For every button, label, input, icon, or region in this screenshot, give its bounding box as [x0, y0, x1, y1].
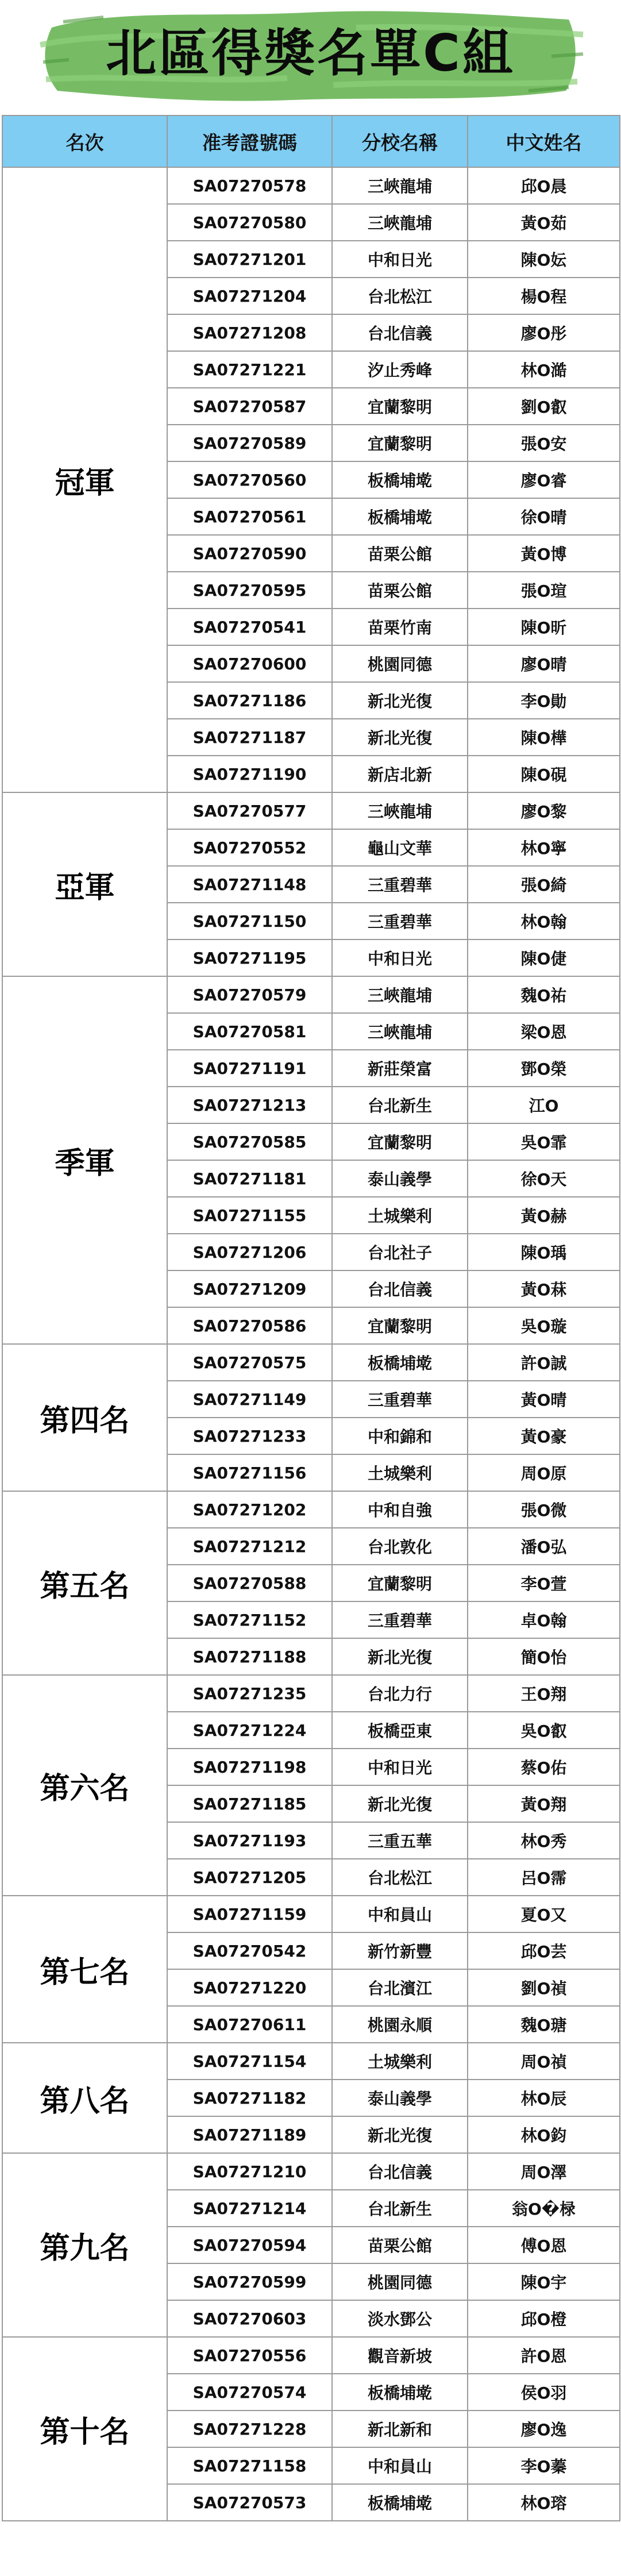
exam-number-cell: SA07271156 [167, 1454, 332, 1491]
student-name-cell: 廖O黎 [468, 792, 620, 829]
school-cell: 苗栗竹南 [332, 609, 468, 645]
student-name-cell: 黃O豪 [468, 1418, 620, 1454]
table-row [2, 2043, 620, 2080]
exam-number-cell: SA07271187 [167, 719, 332, 756]
student-name-cell: 林O鈞 [468, 2116, 620, 2153]
student-name-cell: 劉O禎 [468, 1969, 620, 2006]
school-cell: 板橋埔墘 [332, 2484, 468, 2521]
school-cell: 桃園同德 [332, 2263, 468, 2300]
exam-number-cell: SA07271204 [167, 278, 332, 314]
exam-number-cell: SA07270599 [167, 2263, 332, 2300]
school-cell: 台北信義 [332, 1270, 468, 1307]
student-name-cell: 周O禎 [468, 2043, 620, 2080]
school-cell: 苗栗公館 [332, 2227, 468, 2263]
school-cell: 台北新生 [332, 2190, 468, 2227]
student-name-cell: 林O秀 [468, 1822, 620, 1859]
student-name-cell: 陳O硯 [468, 756, 620, 792]
table-row [2, 1491, 620, 1528]
school-cell: 中和日光 [332, 241, 468, 278]
student-name-cell: 陳O倢 [468, 939, 620, 976]
exam-number-cell: SA07271228 [167, 2411, 332, 2447]
school-cell: 台北信義 [332, 314, 468, 351]
exam-number-cell: SA07271235 [167, 1675, 332, 1712]
exam-number-cell: SA07270552 [167, 829, 332, 866]
school-cell: 板橋亞東 [332, 1712, 468, 1749]
student-name-cell: 徐O天 [468, 1160, 620, 1197]
exam-number-cell: SA07271206 [167, 1234, 332, 1270]
school-cell: 台北信義 [332, 2153, 468, 2190]
student-name-cell: 吳O霏 [468, 1123, 620, 1160]
student-name-cell: 廖O逸 [468, 2411, 620, 2447]
school-cell: 汐止秀峰 [332, 351, 468, 388]
school-cell: 板橋埔墘 [332, 461, 468, 498]
exam-number-cell: SA07271201 [167, 241, 332, 278]
school-cell: 宜蘭黎明 [332, 425, 468, 461]
student-name-cell: 張O瑄 [468, 572, 620, 609]
exam-number-cell: SA07271233 [167, 1418, 332, 1454]
school-cell: 土城樂利 [332, 1454, 468, 1491]
table-row [2, 2153, 620, 2190]
school-cell: 板橋埔墘 [332, 498, 468, 535]
school-cell: 板橋埔墘 [332, 1344, 468, 1381]
exam-number-cell: SA07271148 [167, 866, 332, 903]
exam-number-cell: SA07271191 [167, 1050, 332, 1087]
rank-label: 季軍 [2, 976, 167, 1344]
student-name-cell: 黃O菻 [468, 1270, 620, 1307]
school-cell: 淡水鄧公 [332, 2300, 468, 2337]
table-row [2, 1896, 620, 1932]
school-cell: 三峽龍埔 [332, 167, 468, 204]
exam-number-cell: SA07271209 [167, 1270, 332, 1307]
exam-number-cell: SA07271150 [167, 903, 332, 939]
school-cell: 宜蘭黎明 [332, 1123, 468, 1160]
school-cell: 泰山義學 [332, 2080, 468, 2116]
exam-number-cell: SA07271185 [167, 1785, 332, 1822]
table-row [2, 792, 620, 829]
student-name-cell: 張O微 [468, 1491, 620, 1528]
exam-number-cell: SA07270611 [167, 2006, 332, 2043]
student-name-cell: 李O蓁 [468, 2447, 620, 2484]
exam-number-cell: SA07271213 [167, 1087, 332, 1123]
exam-number-cell: SA07270573 [167, 2484, 332, 2521]
student-name-cell: 林O辰 [468, 2080, 620, 2116]
school-cell: 宜蘭黎明 [332, 1307, 468, 1344]
exam-number-cell: SA07270594 [167, 2227, 332, 2263]
exam-number-cell: SA07271208 [167, 314, 332, 351]
exam-number-cell: SA07271159 [167, 1896, 332, 1932]
student-name-cell: 邱O橙 [468, 2300, 620, 2337]
exam-number-cell: SA07270587 [167, 388, 332, 425]
student-name-cell: 陳O樺 [468, 719, 620, 756]
student-name-cell: 蔡O佑 [468, 1749, 620, 1785]
exam-number-cell: SA07270580 [167, 204, 332, 241]
student-name-cell: 陳O瑀 [468, 1234, 620, 1270]
student-name-cell: 許O恩 [468, 2337, 620, 2374]
student-name-cell: 黃O翔 [468, 1785, 620, 1822]
school-cell: 三峽龍埔 [332, 792, 468, 829]
student-name-cell: 李O萱 [468, 1565, 620, 1601]
student-name-cell: 林O寧 [468, 829, 620, 866]
student-name-cell: 卓O翰 [468, 1601, 620, 1638]
student-name-cell: 夏O又 [468, 1896, 620, 1932]
rank-label: 第七名 [2, 1896, 167, 2043]
rank-label: 第五名 [2, 1491, 167, 1675]
school-cell: 新店北新 [332, 756, 468, 792]
exam-number-cell: SA07270560 [167, 461, 332, 498]
table-header-row [2, 115, 620, 167]
school-cell: 台北力行 [332, 1675, 468, 1712]
exam-number-cell: SA07271202 [167, 1491, 332, 1528]
student-name-cell: 邱O芸 [468, 1932, 620, 1969]
school-cell: 觀音新坡 [332, 2337, 468, 2374]
exam-number-cell: SA07270588 [167, 1565, 332, 1601]
rank-label: 亞軍 [2, 792, 167, 976]
school-cell: 三重碧華 [332, 1601, 468, 1638]
student-name-cell: 陳O妘 [468, 241, 620, 278]
school-cell: 桃園永順 [332, 2006, 468, 2043]
student-name-cell: 黃O博 [468, 535, 620, 572]
student-name-cell: 吳O璇 [468, 1307, 620, 1344]
student-name-cell: 陳O宇 [468, 2263, 620, 2300]
page-title: 北區得獎名單C組 [106, 24, 515, 83]
page-header [0, 0, 621, 115]
exam-number-cell: SA07271182 [167, 2080, 332, 2116]
school-cell: 宜蘭黎明 [332, 1565, 468, 1601]
student-name-cell: 張O綺 [468, 866, 620, 903]
header-school: 分校名稱 [332, 115, 468, 167]
school-cell: 土城樂利 [332, 1197, 468, 1234]
school-cell: 新北光復 [332, 682, 468, 719]
student-name-cell: 黃O茹 [468, 204, 620, 241]
rank-label: 第八名 [2, 2043, 167, 2153]
school-cell: 台北新生 [332, 1087, 468, 1123]
exam-number-cell: SA07271181 [167, 1160, 332, 1197]
student-name-cell: 翁O�椂 [468, 2190, 620, 2227]
student-name-cell: 梁O恩 [468, 1013, 620, 1050]
exam-number-cell: SA07270590 [167, 535, 332, 572]
student-name-cell: 吳O叡 [468, 1712, 620, 1749]
student-name-cell: 魏O瑭 [468, 2006, 620, 2043]
school-cell: 台北松江 [332, 1859, 468, 1896]
school-cell: 三峽龍埔 [332, 976, 468, 1013]
school-cell: 新北光復 [332, 2116, 468, 2153]
school-cell: 三峽龍埔 [332, 204, 468, 241]
school-cell: 苗栗公館 [332, 572, 468, 609]
exam-number-cell: SA07271193 [167, 1822, 332, 1859]
exam-number-cell: SA07270577 [167, 792, 332, 829]
student-name-cell: 潘O弘 [468, 1528, 620, 1565]
school-cell: 三重碧華 [332, 1381, 468, 1418]
exam-number-cell: SA07270542 [167, 1932, 332, 1969]
school-cell: 中和自強 [332, 1491, 468, 1528]
exam-number-cell: SA07270579 [167, 976, 332, 1013]
school-cell: 中和錦和 [332, 1418, 468, 1454]
exam-number-cell: SA07271190 [167, 756, 332, 792]
school-cell: 新竹新豐 [332, 1932, 468, 1969]
exam-number-cell: SA07271198 [167, 1749, 332, 1785]
student-name-cell: 周O澤 [468, 2153, 620, 2190]
student-name-cell: 林O翰 [468, 903, 620, 939]
exam-number-cell: SA07270595 [167, 572, 332, 609]
school-cell: 新北光復 [332, 719, 468, 756]
exam-number-cell: SA07270589 [167, 425, 332, 461]
school-cell: 台北社子 [332, 1234, 468, 1270]
school-cell: 三重五華 [332, 1822, 468, 1859]
exam-number-cell: SA07271210 [167, 2153, 332, 2190]
exam-number-cell: SA07271205 [167, 1859, 332, 1896]
rank-label: 第九名 [2, 2153, 167, 2337]
school-cell: 台北松江 [332, 278, 468, 314]
exam-number-cell: SA07271220 [167, 1969, 332, 2006]
student-name-cell: 林O澔 [468, 351, 620, 388]
rank-label: 第六名 [2, 1675, 167, 1896]
exam-number-cell: SA07271158 [167, 2447, 332, 2484]
exam-number-cell: SA07271195 [167, 939, 332, 976]
student-name-cell: 周O原 [468, 1454, 620, 1491]
exam-number-cell: SA07271214 [167, 2190, 332, 2227]
student-name-cell: 江O [468, 1087, 620, 1123]
student-name-cell: 呂O霈 [468, 1859, 620, 1896]
school-cell: 土城樂利 [332, 2043, 468, 2080]
exam-number-cell: SA07271149 [167, 1381, 332, 1418]
exam-number-cell: SA07270556 [167, 2337, 332, 2374]
school-cell: 三重碧華 [332, 903, 468, 939]
exam-number-cell: SA07270578 [167, 167, 332, 204]
exam-number-cell: SA07271221 [167, 351, 332, 388]
school-cell: 泰山義學 [332, 1160, 468, 1197]
school-cell: 苗栗公館 [332, 535, 468, 572]
table-body [2, 167, 620, 2521]
school-cell: 中和日光 [332, 939, 468, 976]
school-cell: 台北濱江 [332, 1969, 468, 2006]
student-name-cell: 許O誠 [468, 1344, 620, 1381]
student-name-cell: 黃O晴 [468, 1381, 620, 1418]
student-name-cell: 魏O祐 [468, 976, 620, 1013]
exam-number-cell: SA07270561 [167, 498, 332, 535]
exam-number-cell: SA07270581 [167, 1013, 332, 1050]
exam-number-cell: SA07271152 [167, 1601, 332, 1638]
student-name-cell: 李O勛 [468, 682, 620, 719]
results-table [2, 115, 620, 2521]
student-name-cell: 王O翔 [468, 1675, 620, 1712]
rank-label: 第十名 [2, 2337, 167, 2521]
table-row [2, 1675, 620, 1712]
header-name: 中文姓名 [468, 115, 620, 167]
exam-number-cell: SA07271224 [167, 1712, 332, 1749]
exam-number-cell: SA07271155 [167, 1197, 332, 1234]
exam-number-cell: SA07270574 [167, 2374, 332, 2411]
student-name-cell: 徐O晴 [468, 498, 620, 535]
school-cell: 龜山文華 [332, 829, 468, 866]
school-cell: 台北敦化 [332, 1528, 468, 1565]
table-row [2, 1344, 620, 1381]
student-name-cell: 劉O叡 [468, 388, 620, 425]
school-cell: 桃園同德 [332, 645, 468, 682]
school-cell: 板橋埔墘 [332, 2374, 468, 2411]
rank-label: 第四名 [2, 1344, 167, 1491]
exam-number-cell: SA07270600 [167, 645, 332, 682]
student-name-cell: 邱O晨 [468, 167, 620, 204]
exam-number-cell: SA07271189 [167, 2116, 332, 2153]
exam-number-cell: SA07270541 [167, 609, 332, 645]
school-cell: 三峽龍埔 [332, 1013, 468, 1050]
table-row [2, 976, 620, 1013]
student-name-cell: 楊O程 [468, 278, 620, 314]
student-name-cell: 簡O怡 [468, 1638, 620, 1675]
exam-number-cell: SA07270575 [167, 1344, 332, 1381]
rank-label: 冠軍 [2, 167, 167, 792]
student-name-cell: 林O瑢 [468, 2484, 620, 2521]
student-name-cell: 廖O彤 [468, 314, 620, 351]
school-cell: 宜蘭黎明 [332, 388, 468, 425]
student-name-cell: 傅O恩 [468, 2227, 620, 2263]
table-row [2, 167, 620, 204]
exam-number-cell: SA07270585 [167, 1123, 332, 1160]
school-cell: 中和員山 [332, 2447, 468, 2484]
school-cell: 新北新和 [332, 2411, 468, 2447]
student-name-cell: 黃O赫 [468, 1197, 620, 1234]
school-cell: 新莊榮富 [332, 1050, 468, 1087]
school-cell: 三重碧華 [332, 866, 468, 903]
header-rank: 名次 [2, 115, 167, 167]
student-name-cell: 廖O晴 [468, 645, 620, 682]
header-exam-number: 准考證號碼 [167, 115, 332, 167]
exam-number-cell: SA07271212 [167, 1528, 332, 1565]
exam-number-cell: SA07271154 [167, 2043, 332, 2080]
exam-number-cell: SA07270603 [167, 2300, 332, 2337]
student-name-cell: 廖O睿 [468, 461, 620, 498]
student-name-cell: 張O安 [468, 425, 620, 461]
school-cell: 新北光復 [332, 1638, 468, 1675]
exam-number-cell: SA07270586 [167, 1307, 332, 1344]
exam-number-cell: SA07271186 [167, 682, 332, 719]
exam-number-cell: SA07271188 [167, 1638, 332, 1675]
school-cell: 新北光復 [332, 1785, 468, 1822]
school-cell: 中和員山 [332, 1896, 468, 1932]
student-name-cell: 陳O昕 [468, 609, 620, 645]
table-row [2, 2337, 620, 2374]
student-name-cell: 鄧O榮 [468, 1050, 620, 1087]
student-name-cell: 侯O羽 [468, 2374, 620, 2411]
school-cell: 中和日光 [332, 1749, 468, 1785]
